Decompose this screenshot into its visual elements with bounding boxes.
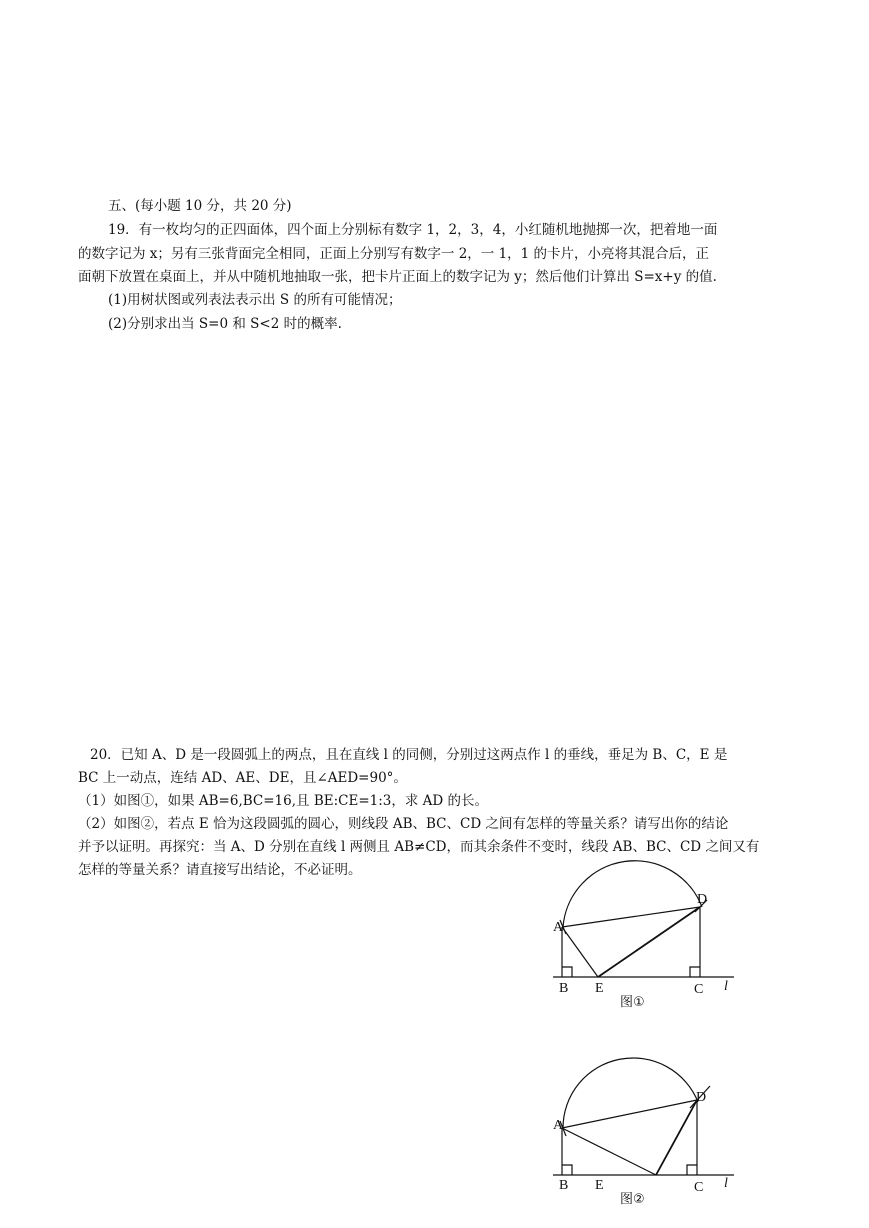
fig1-label-e: E [595,981,604,996]
fig2-label-d: D [696,1090,707,1105]
section-heading: 五、(每小题 10 分，共 20 分) [108,198,292,214]
fig2-segment-ad [562,1100,697,1128]
fig2-label-e: E [595,1178,604,1193]
q19-part-1: (1)用树状图或列表法表示出 S 的所有可能情况； [108,292,402,308]
q20-part-2-line-2: 并予以证明。再探究：当 A、D 分别在直线 l 两侧且 AB≠CD，而其余条件不变时，线段 AB、BC、CD 之间又有 [78,839,760,855]
fig2-caption: 图② [620,1192,645,1207]
q19-line-3: 面朝下放置在桌面上，并从中随机地抽取一张，把卡片正面上的数字记为 y；然后他们计算出 S=x+y 的值. [78,269,717,285]
fig1-label-c: C [694,982,704,997]
fig1-label-a: A [553,920,564,935]
q20-line-2: BC 上一动点，连结 AD、AE、DE，且∠AED=90°。 [78,770,407,786]
fig1-label-d: D [697,892,708,907]
fig2-label-b: B [559,1178,569,1193]
fig2-label-c: C [694,1180,704,1195]
fig1-caption: 图① [620,995,645,1010]
fig2-segment-ae [562,1128,656,1175]
q20-part-1: （1）如图①，如果 AB=6,BC=16,且 BE:CE=1:3，求 AD 的长。 [78,793,489,809]
fig1-label-b: B [559,981,569,996]
q19-line-2: 的数字记为 x；另有三张背面完全相同，正面上分别写有数字一 2，一 1，1 的卡片，小亮将其混合后，正 [78,246,710,262]
fig2-label-a: A [553,1118,564,1133]
q20-part-2-line-3: 怎样的等量关系？请直接写出结论，不必证明。 [78,862,362,878]
fig2-arc [563,1058,698,1128]
q19-part-2: (2)分别求出当 S=0 和 S<2 时的概率. [108,316,342,332]
q19-line-1: 19．有一枚均匀的正四面体，四个面上分别标有数字 1，2，3，4，小红随机地抛掷一次，把着地一面 [108,222,718,238]
q20-line-1: 20．已知 A、D 是一段圆弧上的两点，且在直线 l 的同侧，分别过这两点作 l 的垂线，垂足为 B、C，E 是 [90,747,728,763]
fig2-right-angle-b [562,1165,572,1175]
fig2-segment-de [656,1100,697,1175]
q20-part-2-line-1: （2）如图②，若点 E 恰为这段圆弧的圆心，则线段 AB、BC、CD 之间有怎样的等量关系？请写出你的结论 [78,816,729,832]
fig2-label-l: l [724,1176,728,1191]
fig2-right-angle-c [687,1165,697,1175]
fig1-label-l: l [724,979,728,994]
